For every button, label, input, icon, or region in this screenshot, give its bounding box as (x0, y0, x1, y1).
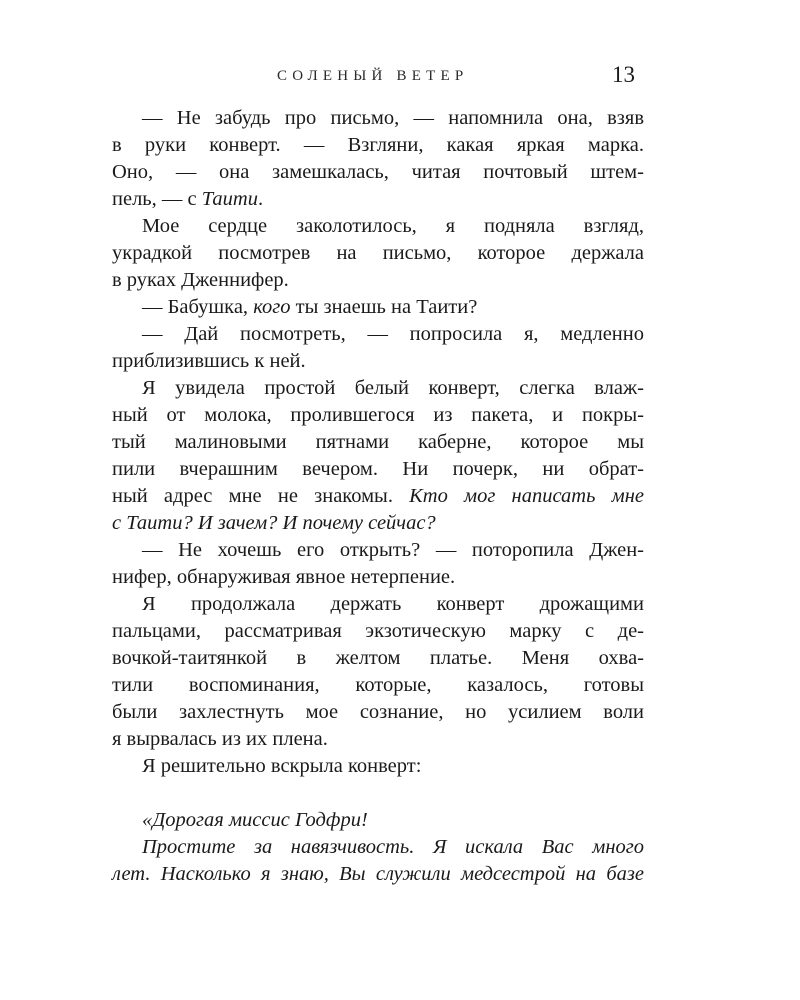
text-line (112, 753, 644, 780)
text-run: пель, — с (112, 188, 202, 210)
text-run: ный от молока, пролившегося из пакета, и покры- (112, 404, 644, 426)
text-line (112, 807, 644, 834)
text-line (112, 321, 644, 348)
text-line (112, 132, 644, 159)
text-run: пальцами, рассматривая экзотическую марку с де- (112, 620, 644, 642)
text-line (112, 645, 644, 672)
italic-text: кого (253, 296, 291, 318)
text-run: нифер, обнаруживая явное нетерпение. (112, 566, 456, 588)
paragraph-gap (112, 780, 644, 807)
text-line (112, 294, 644, 321)
italic-text: Таити (201, 188, 258, 210)
text-run: тили воспоминания, которые, казалось, готовы (112, 674, 644, 696)
text-run: — Не хочешь его открыть? — поторопила Джен- (142, 539, 644, 561)
italic-text: с Таити? И зачем? И почему сейчас? (112, 512, 436, 534)
text-run: Я увидела простой белый конверт, слегка влаж- (142, 377, 644, 399)
text-run: ный адрес мне не знакомы. (112, 485, 410, 507)
text-line (112, 510, 644, 537)
text-run: . (257, 188, 264, 210)
text-line (112, 213, 644, 240)
text-run: пили вчерашним вечером. Ни почерк, ни обрат- (112, 458, 644, 480)
page-number: 13 (612, 62, 635, 87)
text-line (112, 564, 644, 591)
text-run: приблизившись к ней. (112, 350, 306, 372)
text-line (112, 699, 644, 726)
text-run: я вырвалась из их плена. (112, 728, 328, 750)
text-line (112, 159, 644, 186)
text-line (112, 591, 644, 618)
text-line (112, 726, 644, 753)
text-run: Я продолжала держать конверт дрожащими (142, 593, 644, 615)
text-run: в руки конверт. — Взгляни, какая яркая марка. (112, 134, 644, 156)
text-run: вочкой-таитянкой в желтом платье. Меня охва- (112, 647, 644, 669)
text-run: — Не забудь про письмо, — напомнила она, взяв (142, 107, 644, 129)
text-line (112, 186, 644, 213)
text-run: Я решительно вскрыла конверт: (142, 755, 422, 777)
text-line (112, 240, 644, 267)
italic-text: лет. Насколько я знаю, Вы служили медсестрой на базе (112, 863, 644, 885)
italic-text: «Дорогая миссис Годфри! (142, 809, 368, 831)
text-run: тый малиновыми пятнами каберне, которое мы (112, 431, 644, 453)
text-line (112, 861, 644, 888)
text-run: в руках Дженнифер. (112, 269, 289, 291)
body-text (112, 105, 644, 888)
text-line (112, 402, 644, 429)
text-run: ты знаешь на Таити? (290, 296, 478, 318)
text-line (112, 375, 644, 402)
text-run: Оно, — она замешкалась, читая почтовый штем- (112, 161, 644, 183)
text-run: — Дай посмотреть, — попросила я, медленно (142, 323, 644, 345)
italic-text: Кто мог написать мне (409, 485, 644, 507)
text-line (112, 456, 644, 483)
text-line (112, 834, 644, 861)
text-run: Мое сердце заколотилось, я подняла взгляд, (142, 215, 644, 237)
text-line (112, 429, 644, 456)
running-title: СОЛЕНЫЙ ВЕТЕР (277, 68, 469, 84)
text-run: — Бабушка, (142, 296, 254, 318)
text-line (112, 267, 644, 294)
text-line (112, 483, 644, 510)
text-line (112, 348, 644, 375)
text-run: были захлестнуть мое сознание, но усилием воли (112, 701, 644, 723)
italic-text: Простите за навязчивость. Я искала Вас много (142, 836, 644, 858)
text-line (112, 105, 644, 132)
text-line (112, 618, 644, 645)
text-line (112, 537, 644, 564)
text-line (112, 672, 644, 699)
text-run: украдкой посмотрев на письмо, которое держала (112, 242, 644, 264)
